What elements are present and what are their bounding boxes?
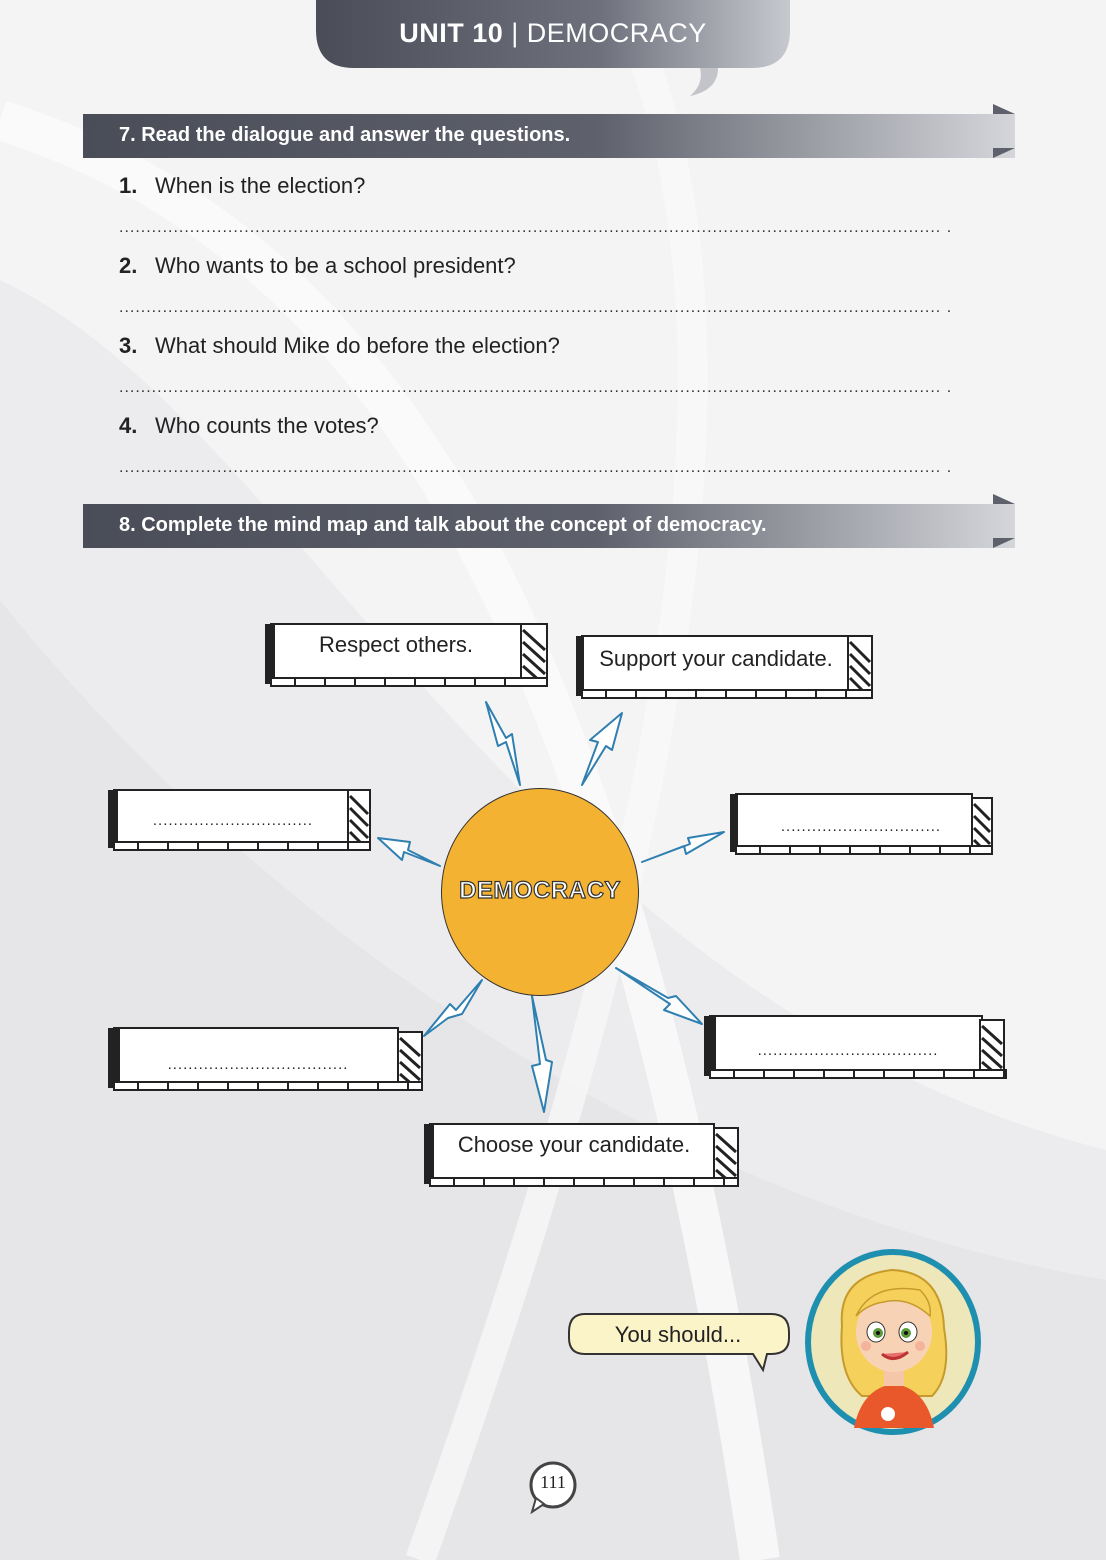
box-answer-blank[interactable]: ............................... [780,818,942,835]
mind-map-box-mid-left [108,788,374,852]
question-text: What should Mike do before the election? [155,333,560,358]
question-number: 1. [119,173,138,198]
democracy-circle [441,788,639,996]
question-text: Who counts the votes? [155,413,379,438]
page-number-text: 111 [540,1472,566,1492]
mind-map-box-support [576,634,876,702]
answer-line-3[interactable]: ....................................................................................................................................................... . [119,379,953,396]
answer-line-4[interactable]: ....................................................................................................................................................... . [119,459,953,476]
question-number: 2. [119,253,138,278]
question-text: When is the election? [155,173,366,198]
mind-map-box-choose [424,1122,742,1190]
arrow-top-left [486,702,520,785]
answer-line-1[interactable]: ....................................................................................................................................................... . [119,219,953,236]
avatar [802,1246,984,1438]
box-answer-blank[interactable]: ............................... [152,812,314,829]
unit-label: UNIT 10 [399,18,504,48]
box-text: Respect others. [318,632,474,657]
question-text: Who wants to be a school president? [155,253,516,278]
speech-bubble [567,1312,793,1374]
answer-line-2[interactable]: ....................................................................................................................................................... . [119,299,953,316]
question-number: 4. [119,413,138,438]
section-7-title: 7. Read the dialogue and answer the questions. [119,124,571,146]
unit-separator: | [511,18,519,48]
page-number [526,1460,580,1514]
mind-map-box-respect [265,622,551,688]
arrow-low-right [616,968,702,1024]
mind-map-box-low-left [108,1026,426,1094]
unit-topic: DEMOCRACY [526,18,707,48]
arrow-top-right [582,713,622,785]
box-text: Support your candidate. [599,646,833,671]
mind-map-box-mid-right [730,792,996,856]
arrow-low-left [424,980,482,1036]
bubble-text: You should... [614,1322,742,1347]
arrow-bottom [532,996,552,1112]
box-text: Choose your candidate. [457,1132,691,1157]
arrow-mid-left [378,838,440,866]
circle-label: DEMOCRACY [459,877,621,904]
mind-map-box-low-right [704,1014,1010,1082]
section-8-title: 8. Complete the mind map and talk about the concept of democracy. [119,514,767,536]
girl-avatar-icon [802,1246,984,1438]
arrow-mid-right [642,832,724,862]
box-answer-blank[interactable]: ................................... [757,1042,939,1059]
box-answer-blank[interactable]: ................................... [167,1056,349,1073]
question-number: 3. [119,333,138,358]
